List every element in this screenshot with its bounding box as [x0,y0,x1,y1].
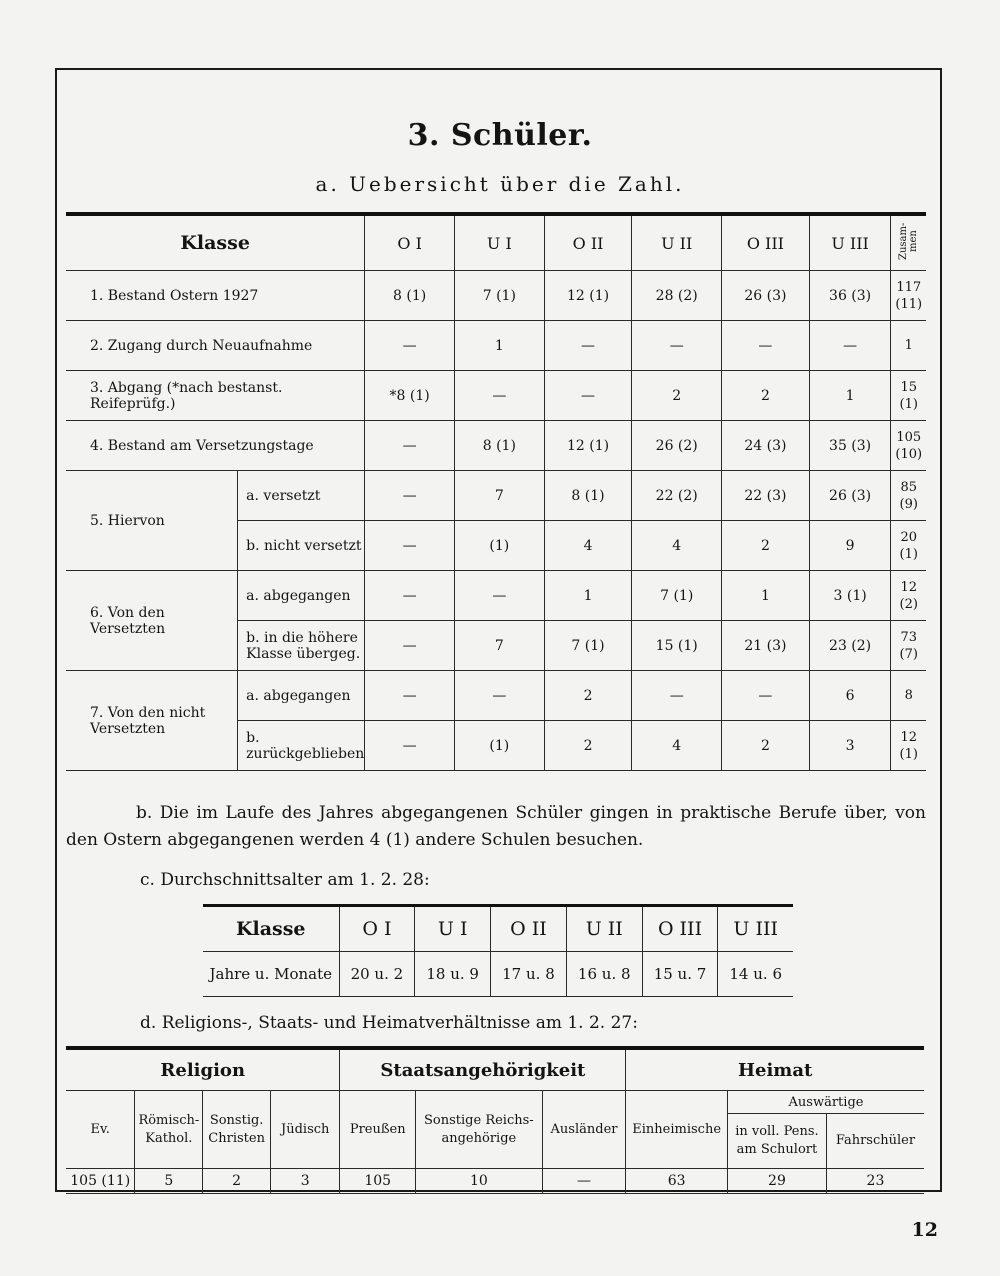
cell: — [365,521,455,571]
cell: 6 [809,671,891,721]
cell: 9 [809,521,891,571]
table-row [66,471,926,521]
cell: (1) [455,521,545,571]
cell: — [365,471,455,521]
section-c-heading: c. Durchschnittsalter am 1. 2. 28: [140,870,430,890]
class-header: U III [809,214,891,271]
cell: — [365,721,455,771]
klasse-header: Klasse [203,906,339,952]
cell: 26 (3) [809,471,891,521]
sub-label: b. nicht versetzt [238,521,365,571]
class-header: O II [491,906,567,952]
sub-label: a. abgegangen [238,571,365,621]
table-row [66,571,926,621]
klasse-header: Klasse [66,214,365,271]
cell: 28 (2) [632,271,722,321]
cell: 10 [415,1169,542,1194]
cell: — [632,671,722,721]
total-cell: 85 (9) [891,471,926,521]
section-b-text: b. Die im Laufe des Jahres abgegangenen Schüler gingen in praktische Berufe über, von den Ostern abgegangenen werden 4 (1) andere Schulen besuchen. [66,803,926,850]
cell: 7 (1) [544,621,632,671]
cell: 8 (1) [544,471,632,521]
col-preussen: Preußen [340,1091,416,1169]
cell: — [632,321,722,371]
section-d-heading: d. Religions-, Staats- und Heimatverhältnisse am 1. 2. 27: [140,1013,638,1033]
col-ev: Ev. [66,1091,135,1169]
cell: 26 (3) [722,271,810,321]
heimat-header: Heimat [626,1048,924,1091]
class-header: O III [642,906,718,952]
cell: 21 (3) [722,621,810,671]
col-juedisch: Jüdisch [270,1091,339,1169]
total-cell: 1 [891,321,926,371]
total-cell: 15 (1) [891,371,926,421]
cell: 2 [722,521,810,571]
total-cell: 20 (1) [891,521,926,571]
group-header-row [66,1048,924,1091]
header-row [66,214,926,271]
cell: 12 (1) [544,271,632,321]
class-header: U II [632,214,722,271]
cell: 2 [632,371,722,421]
cell: — [365,671,455,721]
col-roemisch: Römisch- Kathol. [135,1091,203,1169]
cell: — [365,421,455,471]
table-row [66,421,926,471]
cell: 1 [455,321,545,371]
cell: 8 (1) [455,421,545,471]
cell: 105 [340,1169,416,1194]
cell: 3 [270,1169,339,1194]
page-number: 12 [911,1219,938,1241]
table-row [66,371,926,421]
cell: — [455,371,545,421]
cell: 7 (1) [455,271,545,321]
cell: 36 (3) [809,271,891,321]
cell: 1 [544,571,632,621]
class-header: O I [365,214,455,271]
cell: 2 [722,371,810,421]
cell: *8 (1) [365,371,455,421]
cell: 22 (2) [632,471,722,521]
cell: — [722,321,810,371]
group-label: 6. Von den Versetzten [66,571,238,671]
group-label: 5. Hiervon [66,471,238,571]
col-voll-pens: in voll. Pens. am Schulort [728,1114,827,1169]
cell: — [544,321,632,371]
staat-header: Staatsangehörigkeit [340,1048,626,1091]
total-cell: 117 (11) [891,271,926,321]
table-row [66,1169,924,1194]
row-label: Jahre u. Monate [203,952,339,997]
cell: 20 u. 2 [339,952,415,997]
class-header: U II [566,906,642,952]
cell: 3 [809,721,891,771]
col-einheimische: Einheimische [626,1091,728,1169]
cell: 2 [544,721,632,771]
cell: 5 [135,1169,203,1194]
table-row [66,271,926,321]
cell: 2 [203,1169,271,1194]
class-header: U I [415,906,491,952]
class-header: O II [544,214,632,271]
group-label: 7. Von den nicht Versetzten [66,671,238,771]
total-cell: 12 (2) [891,571,926,621]
religion-header: Religion [66,1048,340,1091]
column-header-row [66,1091,924,1114]
cell: 4 [632,721,722,771]
row-label: 2. Zugang durch Neuaufnahme [66,321,365,371]
religion-table [66,1046,924,1194]
class-header: U III [718,906,793,952]
cell: 26 (2) [632,421,722,471]
table-row [66,671,926,721]
cell: 4 [632,521,722,571]
age-table [203,904,793,997]
cell: 35 (3) [809,421,891,471]
zusammen-header: Zusam-men [891,214,926,271]
cell: 15 u. 7 [642,952,718,997]
col-sonstige-reichs: Sonstige Reichs- angehörige [415,1091,542,1169]
cell: 18 u. 9 [415,952,491,997]
cell: — [455,571,545,621]
total-cell: 8 [891,671,926,721]
class-header: O III [722,214,810,271]
overview-table [66,212,926,771]
class-header: O I [339,906,415,952]
cell: (1) [455,721,545,771]
cell: 7 [455,471,545,521]
cell: 24 (3) [722,421,810,471]
page-title: 3. Schüler. [407,118,593,153]
col-sonstig-christen: Sonstig. Christen [203,1091,271,1169]
cell: 3 (1) [809,571,891,621]
cell: 17 u. 8 [491,952,567,997]
cell: 2 [722,721,810,771]
total-cell: 73 (7) [891,621,926,671]
cell: 7 [455,621,545,671]
cell: 1 [809,371,891,421]
cell: 23 (2) [809,621,891,671]
cell: 22 (3) [722,471,810,521]
cell: — [809,321,891,371]
cell: 1 [722,571,810,621]
cell: 12 (1) [544,421,632,471]
sub-label: b. in die höhere Klasse übergeg. [238,621,365,671]
total-cell: 12 (1) [891,721,926,771]
sub-label: a. versetzt [238,471,365,521]
cell: 8 (1) [365,271,455,321]
auswaertige-header: Auswärtige [728,1091,925,1114]
cell: — [365,321,455,371]
cell: — [455,671,545,721]
cell: 63 [626,1169,728,1194]
row-label: 1. Bestand Ostern 1927 [66,271,365,321]
cell: — [365,621,455,671]
cell: 15 (1) [632,621,722,671]
header-row [203,906,793,952]
cell: — [722,671,810,721]
cell: — [365,571,455,621]
class-header: U I [455,214,545,271]
row-label: 4. Bestand am Versetzungstage [66,421,365,471]
cell: 14 u. 6 [718,952,793,997]
sub-label: b. zurückgeblieben [238,721,365,771]
col-fahrschueler: Fahrschüler [826,1114,924,1169]
cell: — [542,1169,626,1194]
table-row [66,321,926,371]
row-label: 3. Abgang (*nach bestanst. Reifeprüfg.) [66,371,365,421]
cell: 16 u. 8 [566,952,642,997]
cell: 7 (1) [632,571,722,621]
section-a-heading: a. Uebersicht über die Zahl. [315,172,685,196]
col-auslaender: Ausländer [542,1091,626,1169]
cell: 23 [826,1169,924,1194]
table-row [203,952,793,997]
total-cell: 105 (10) [891,421,926,471]
cell: 29 [728,1169,827,1194]
cell: 2 [544,671,632,721]
sub-label: a. abgegangen [238,671,365,721]
cell: 105 (11) [66,1169,135,1194]
cell: — [544,371,632,421]
cell: 4 [544,521,632,571]
